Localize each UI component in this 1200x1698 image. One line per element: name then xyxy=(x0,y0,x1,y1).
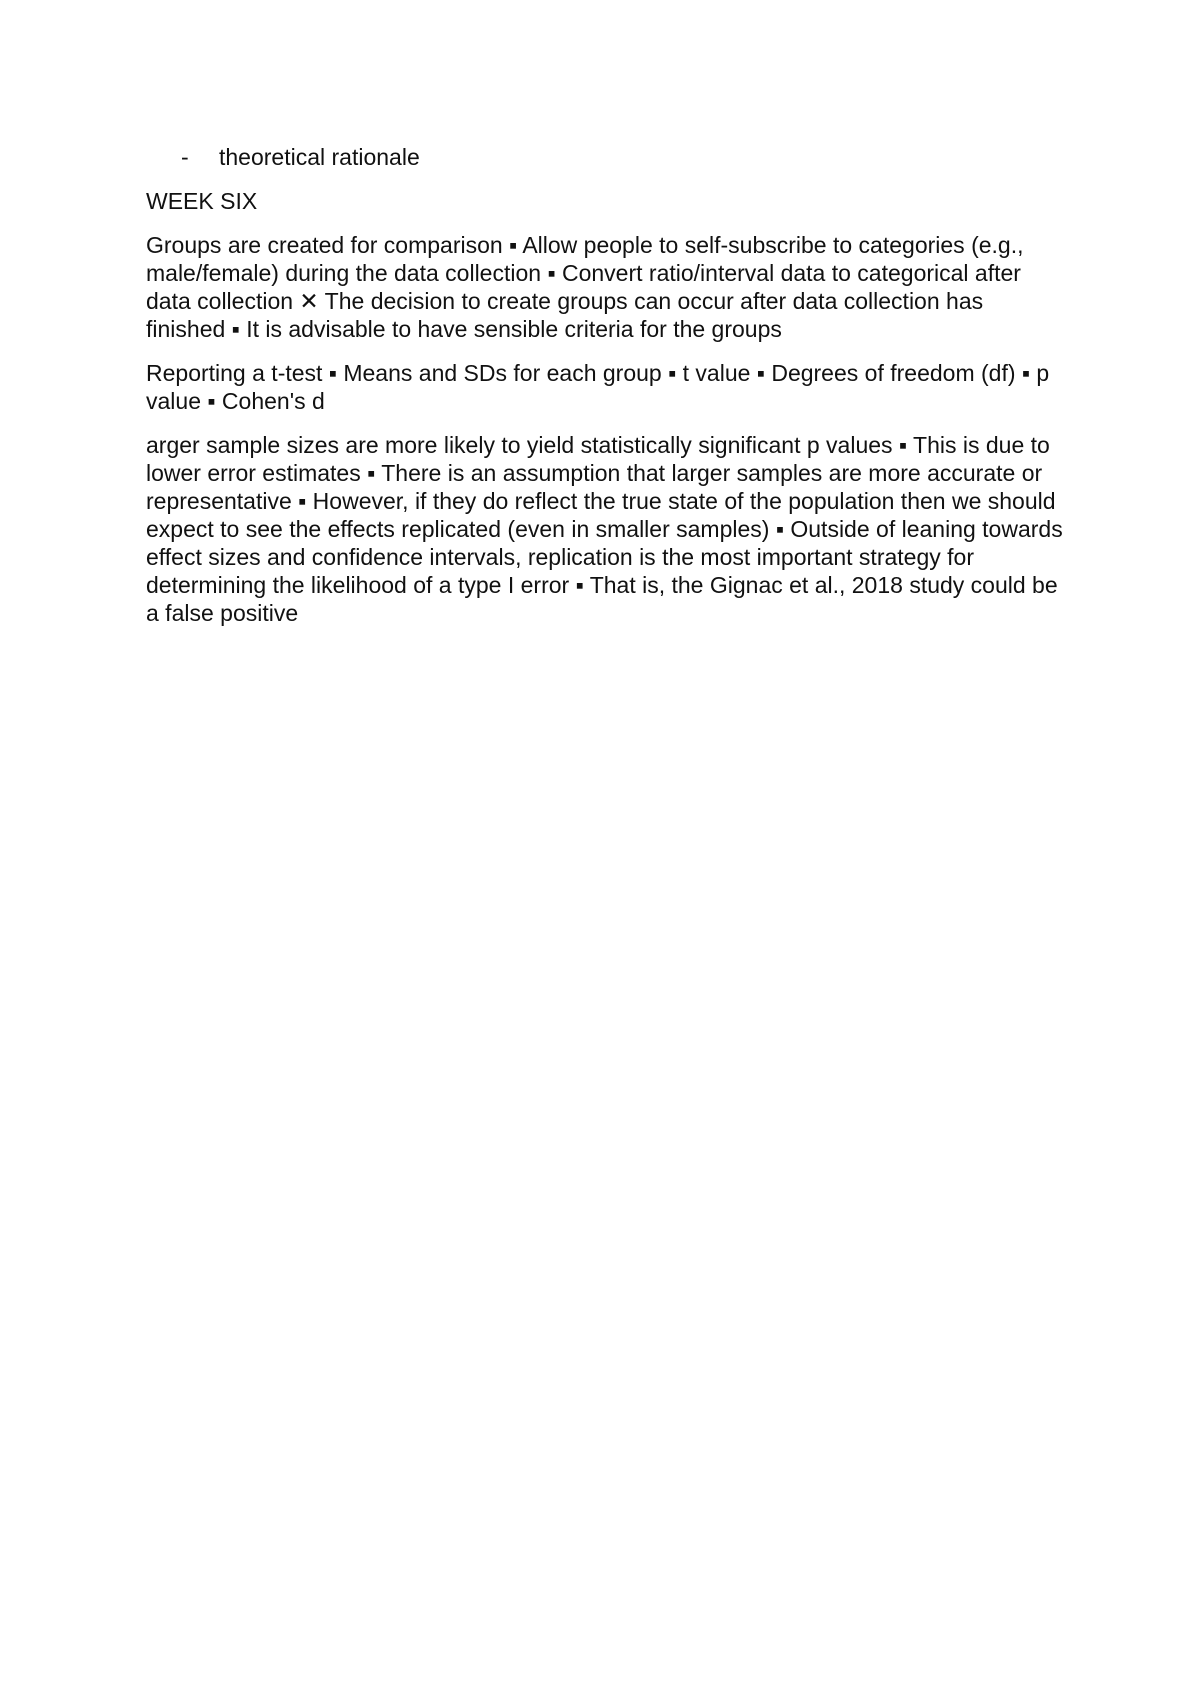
paragraph-groups: Groups are created for comparison ▪ Allow people to self-subscribe to categories (e.g., male/female) during the data collection ▪ Convert ratio/interval data to categorical after data collection ✕ The decision to create groups can occur after data collection has finished ▪ It is advisable to have sensible criteria for the groups xyxy=(146,232,1024,342)
paragraph-reporting-t-test: Reporting a t-test ▪ Means and SDs for each group ▪ t value ▪ Degrees of freedom (df) ▪ p value ▪ Cohen's d xyxy=(146,360,1050,414)
document-body xyxy=(146,143,1066,643)
list-dash-marker: - xyxy=(181,144,189,170)
paragraph-sample-sizes: arger sample sizes are more likely to yield statistically significant p values ▪ This is due to lower error estimates ▪ There is an assumption that larger samples are more accurate or representative ▪ However, if they do reflect the true state of the population then we should expect to see the effects replicated (even in smaller samples) ▪ Outside of leaning towards effect sizes and confidence intervals, replication is the most important strategy for determining the likelihood of a type I error ▪ That is, the Gignac et al., 2018 study could be a false positive xyxy=(146,432,1063,626)
list-item xyxy=(146,143,1066,171)
section-heading: WEEK SIX xyxy=(146,188,258,214)
list-item-text: theoretical rationale xyxy=(219,144,420,170)
